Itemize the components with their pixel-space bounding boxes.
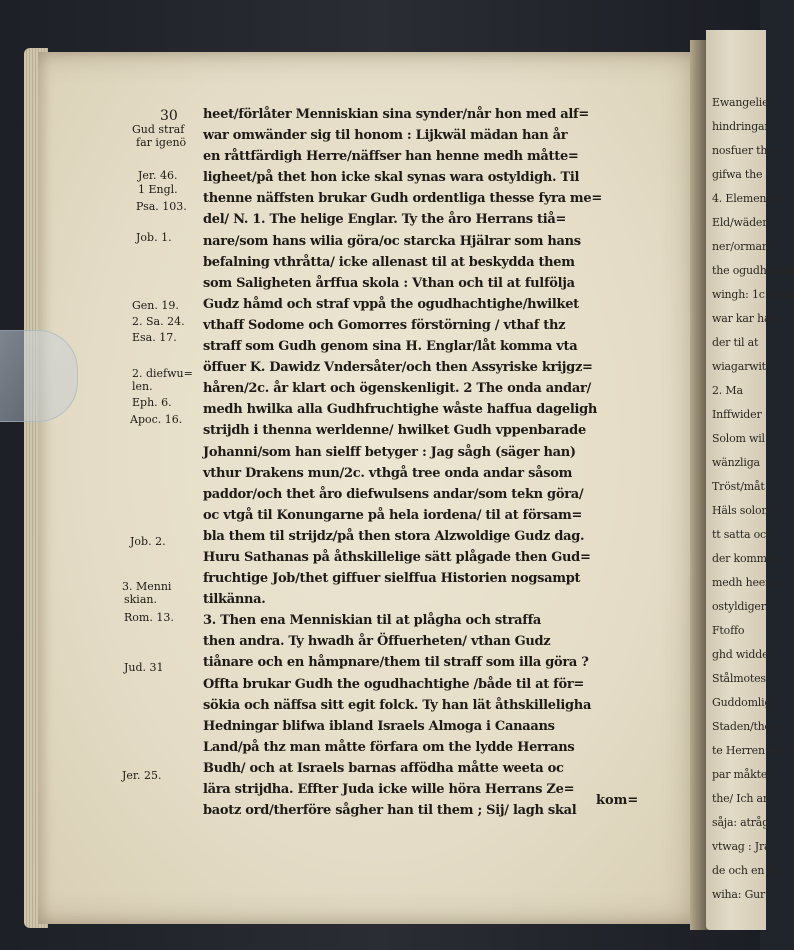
text-line: lära strijdha. Effter Juda icke wille höra Herrans Ze= [203,782,575,797]
text-line: then andra. Ty hwadh år Öffuerheten/ vthan Gudz [203,634,551,650]
facing-page-line: såja: atråg [712,816,770,829]
facing-page-line: Staden/ther [712,720,776,733]
facing-page-line: wingh: 1c. Gud [712,288,794,301]
facing-page-line: wiha: Gur [712,888,766,901]
margin-note: 1 Engl. [138,183,178,196]
text-line: Johanni/som han sielff betyger : Jag sågh (säger han) [203,444,576,460]
facing-page-line: ostyldiger. [712,600,768,613]
facing-page-line: Tröst/måt [712,480,765,493]
text-line: en råttfärdigh Herre/näffser han henne medh måtte= [203,149,579,165]
facing-page-line: hindringar [712,120,770,133]
facing-page-line: te Herren och [712,744,788,757]
text-line: Budh/ och at Israels barnas affödha måtte weeta oc [203,760,564,776]
text-line: oc vtgå til Konungarne på hela iordena/ til at försam= [203,507,583,523]
text-line: del/ N. 1. The helige Englar. Ty the åro Herrans tiå= [203,212,567,228]
facing-page-line: tt satta och [712,528,773,541]
text-line: 3. Then ena Menniskian til at plågha och straffa [203,613,541,629]
text-line: Offta brukar Gudh the ogudhachtighe /både til at för= [203,676,584,692]
facing-page-line: de och en W [712,864,779,877]
facing-page-line: Eld/wäder [712,216,768,229]
margin-note: Jud. 31 [124,661,164,674]
margin-note: Job. 2. [130,535,166,548]
text-line: war omwänder sig til honom : Lijkwäl mädan han år [203,128,568,144]
margin-note: Jer. 46. [138,169,178,182]
facing-page-line: Ewangeliet [712,96,773,109]
text-line: Land/på thz man måtte förfara om the lydde Herrans [203,739,575,755]
facing-page-line: the/ Ich ar [712,792,768,805]
facing-page-line: ner/ormar/ [712,240,771,253]
text-line: som Saligheten årffua skola : Vthan och til at fulfölja [203,275,575,291]
main-text-block [203,104,655,821]
facing-page-line: Ftoffo [712,624,745,637]
margin-note: Esa. 17. [132,331,177,344]
margin-note: 2. diefwu= [132,367,193,380]
text-line: strijdh i thenna werldenne/ hwilket Gudh vppenbarade [203,423,586,439]
facing-page-line: nosfuer the [712,144,774,157]
facing-page-line: war kar hals [712,312,780,325]
text-line: tiånare och en håmpnare/them til straff som illa göra ? [203,655,589,671]
margin-note: Gen. 19. [132,299,179,312]
margin-note: 2. Sa. 24. [132,315,185,328]
facing-page-line: Guddomlig [712,696,772,709]
facing-page-line: der til at [712,336,759,349]
page-number: 30 [160,108,178,124]
facing-page-line: Häls solom [712,504,772,517]
facing-page-line: 2. Ma [712,384,743,397]
margin-note: Gud straf [132,123,185,136]
text-line: fruchtige Job/thet giffuer sielffua Historien nogsampt [203,571,581,587]
facing-page-line: Solom wil [712,432,765,445]
margin-note: skian. [124,593,157,606]
margin-note: Eph. 6. [132,396,172,409]
text-line: baotz ord/therföre sågher han til them ; Sij/ lagh skal [203,803,577,819]
text-line: vthaff Sodome och Gomorres förstörning / vthaf thz [203,317,566,333]
text-line: medh hwilka alla Gudhfruchtighe wåste haffua dageligh [203,402,598,418]
margin-note: Rom. 13. [124,611,174,624]
margin-note: len. [132,380,153,393]
text-line: nare/som hans wilia göra/oc starcka Hjälrar som hans [203,233,581,249]
text-line: paddor/och thet åro diefwulsens andar/som tekn göra/ [203,486,584,502]
margin-note: far igenö [136,136,187,149]
text-line: sökia och näffsa sitt egit folck. Ty han lät åthskilleligha [203,697,592,713]
facing-page [706,30,794,930]
facing-page-line: Stålmotes [712,672,766,685]
text-line: befalning vthråtta/ icke allenast til at beskydda them [203,254,575,270]
margin-note: 3. Menni [122,580,172,593]
facing-page-line: the ogudhachti [712,264,794,277]
margin-note: Job. 1. [136,231,172,244]
facing-page-line: Inffwider [712,408,762,421]
text-line: Gudz håmd och straf vppå the ogudhachtighe/hwilket [203,296,579,312]
margin-note: Jer. 25. [122,769,162,782]
facing-page-line: 4. Elementer [712,192,782,205]
facing-page-line: par måkter. [712,768,775,781]
bookmark-tab [0,330,78,422]
facing-page-line: wänzliga [712,456,760,469]
text-line: öffuer K. Dawidz Vndersåter/och then Assyriske krijgz= [203,360,593,376]
facing-page-line: medh heem [712,576,776,589]
facing-page-line: wiagarwit [712,360,766,373]
text-line: thenne näffsten brukar Gudh ordentliga thesse fyra me= [203,191,602,207]
text-line: straff som Gudh genom sina H. Englar/låt komma vta [203,339,578,355]
text-line: Hedningar blifwa ibland Israels Almoga i Canaans [203,718,555,734]
text-line: tilkänna. [203,592,266,608]
margin-note: Psa. 103. [136,200,187,213]
margin-note: Apoc. 16. [130,413,183,426]
text-line: Huru Sathanas på åthskillelige sätt plågade then Gud= [203,549,591,565]
text-line: bla them til strijdz/på then stora Alzwoldige Gudz dag. [203,528,585,544]
text-line: vthur Drakens mun/2c. vthgå tree onda andar såsom [203,465,573,481]
facing-page-line: vtwag : Jra [712,840,771,853]
text-line: håren/2c. år klart och ögenskenligit. 2 The onda andar/ [203,381,591,397]
facing-page-line: gifwa the [712,168,763,181]
catchword: kom= [596,793,639,808]
facing-page-line: ghd widder [712,648,774,661]
facing-page-line: der kommer. [712,552,781,565]
text-line: ligheet/på thet hon icke skal synas wara ostyldigh. Til [203,170,580,186]
text-line: heet/förlåter Menniskian sina synder/når hon med alf= [203,107,589,122]
